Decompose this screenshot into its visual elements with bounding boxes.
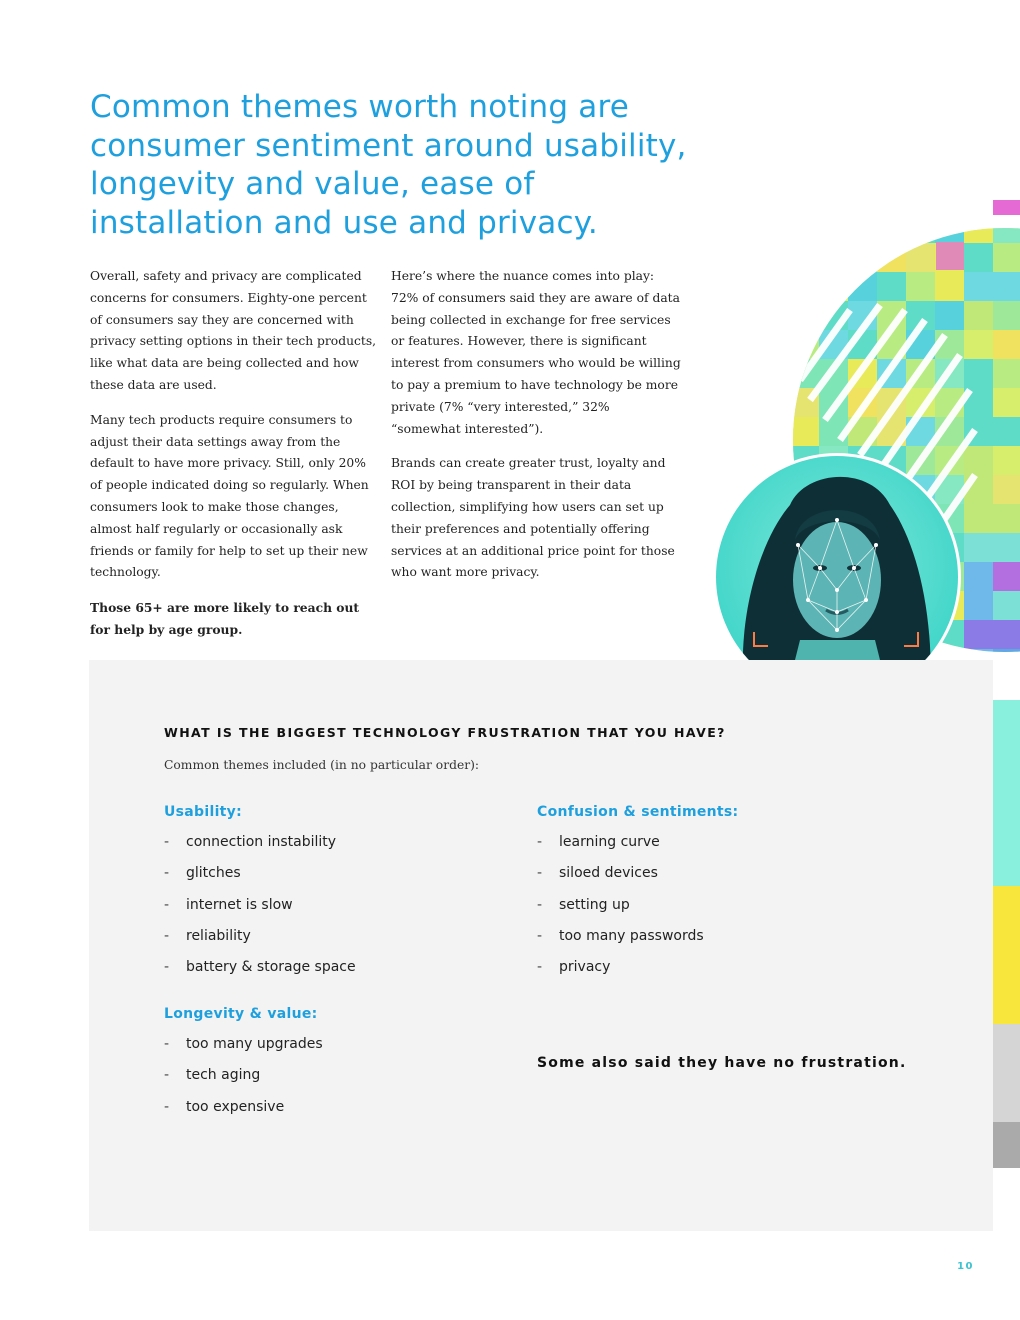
- list-item: - too expensive: [164, 1097, 504, 1117]
- list-item: - connection instability: [164, 832, 504, 852]
- paragraph: Many tech products require consumers to adjust their data settings away from the default to have more privacy. Still, only 20% of people indicated doing so regularly. When consumers look to make those changes, almost half regularly or occasionally ask friends or family for help to set up their new technology.: [90, 412, 369, 580]
- usability-list: [164, 804, 504, 988]
- sidebar-block: [993, 1024, 1020, 1122]
- confusion-heading: Confusion & sentiments:: [537, 804, 739, 820]
- sidebar-block: [993, 1122, 1020, 1168]
- body-column-left: [90, 266, 380, 654]
- list-item: - learning curve: [537, 832, 877, 852]
- list-item: - siloed devices: [537, 863, 877, 883]
- usability-heading: Usability:: [164, 804, 242, 820]
- list-item: - reliability: [164, 926, 504, 946]
- list-item: - tech aging: [164, 1065, 504, 1085]
- list-item: - battery & storage space: [164, 957, 504, 977]
- list-item: - internet is slow: [164, 895, 504, 915]
- list-item: - privacy: [537, 957, 877, 977]
- survey-question: WHAT IS THE BIGGEST TECHNOLOGY FRUSTRATION THAT YOU HAVE?: [164, 725, 726, 740]
- list-item: - glitches: [164, 863, 504, 883]
- sidebar-block: [993, 886, 1020, 1024]
- highlight-paragraph: Those 65+ are more likely to reach out for help by age group.: [90, 600, 360, 637]
- longevity-list: [164, 1006, 504, 1128]
- page-number: 10: [957, 1261, 974, 1272]
- sidebar-block: [993, 700, 1020, 886]
- list-item: - too many upgrades: [164, 1034, 504, 1054]
- mosaic-tile-top: [993, 200, 1020, 215]
- color-sidebar: [993, 700, 1020, 1168]
- list-item: - too many passwords: [537, 926, 877, 946]
- survey-intro: Common themes included (in no particular order):: [164, 758, 480, 772]
- longevity-heading: Longevity & value:: [164, 1006, 318, 1022]
- confusion-list: [537, 804, 877, 988]
- mosaic-tiles: [790, 214, 1020, 700]
- paragraph: Brands can create greater trust, loyalty and ROI by being transparent in their data collection, simplifying how users can set up their preferences and potentially offering services at an additional price point for those who want more privacy.: [391, 456, 675, 580]
- body-column-right: [391, 266, 681, 597]
- paragraph: Here’s where the nuance comes into play: 72% of consumers said they are aware of data being collected in exchange for free services or features. However, there is significant interest from consumers who would be willing to pay a premium to have technology be more private (7% “very interested,” 32% “somewhat interested”).: [391, 269, 681, 436]
- list-item: - setting up: [537, 895, 877, 915]
- headline: Common themes worth noting are consumer sentiment around usability, longevity and value, ease of installation and use and privacy.: [90, 89, 687, 241]
- paragraph: Overall, safety and privacy are complicated concerns for consumers. Eighty-one percent of consumers say they are concerned with privacy setting options in their tech products, like what data are being collected and how these data are used.: [90, 269, 377, 392]
- no-frustration-note: Some also said they have no frustration.: [537, 1055, 907, 1071]
- stripe-pattern: [800, 305, 975, 540]
- pixel-mosaic: [790, 214, 1020, 700]
